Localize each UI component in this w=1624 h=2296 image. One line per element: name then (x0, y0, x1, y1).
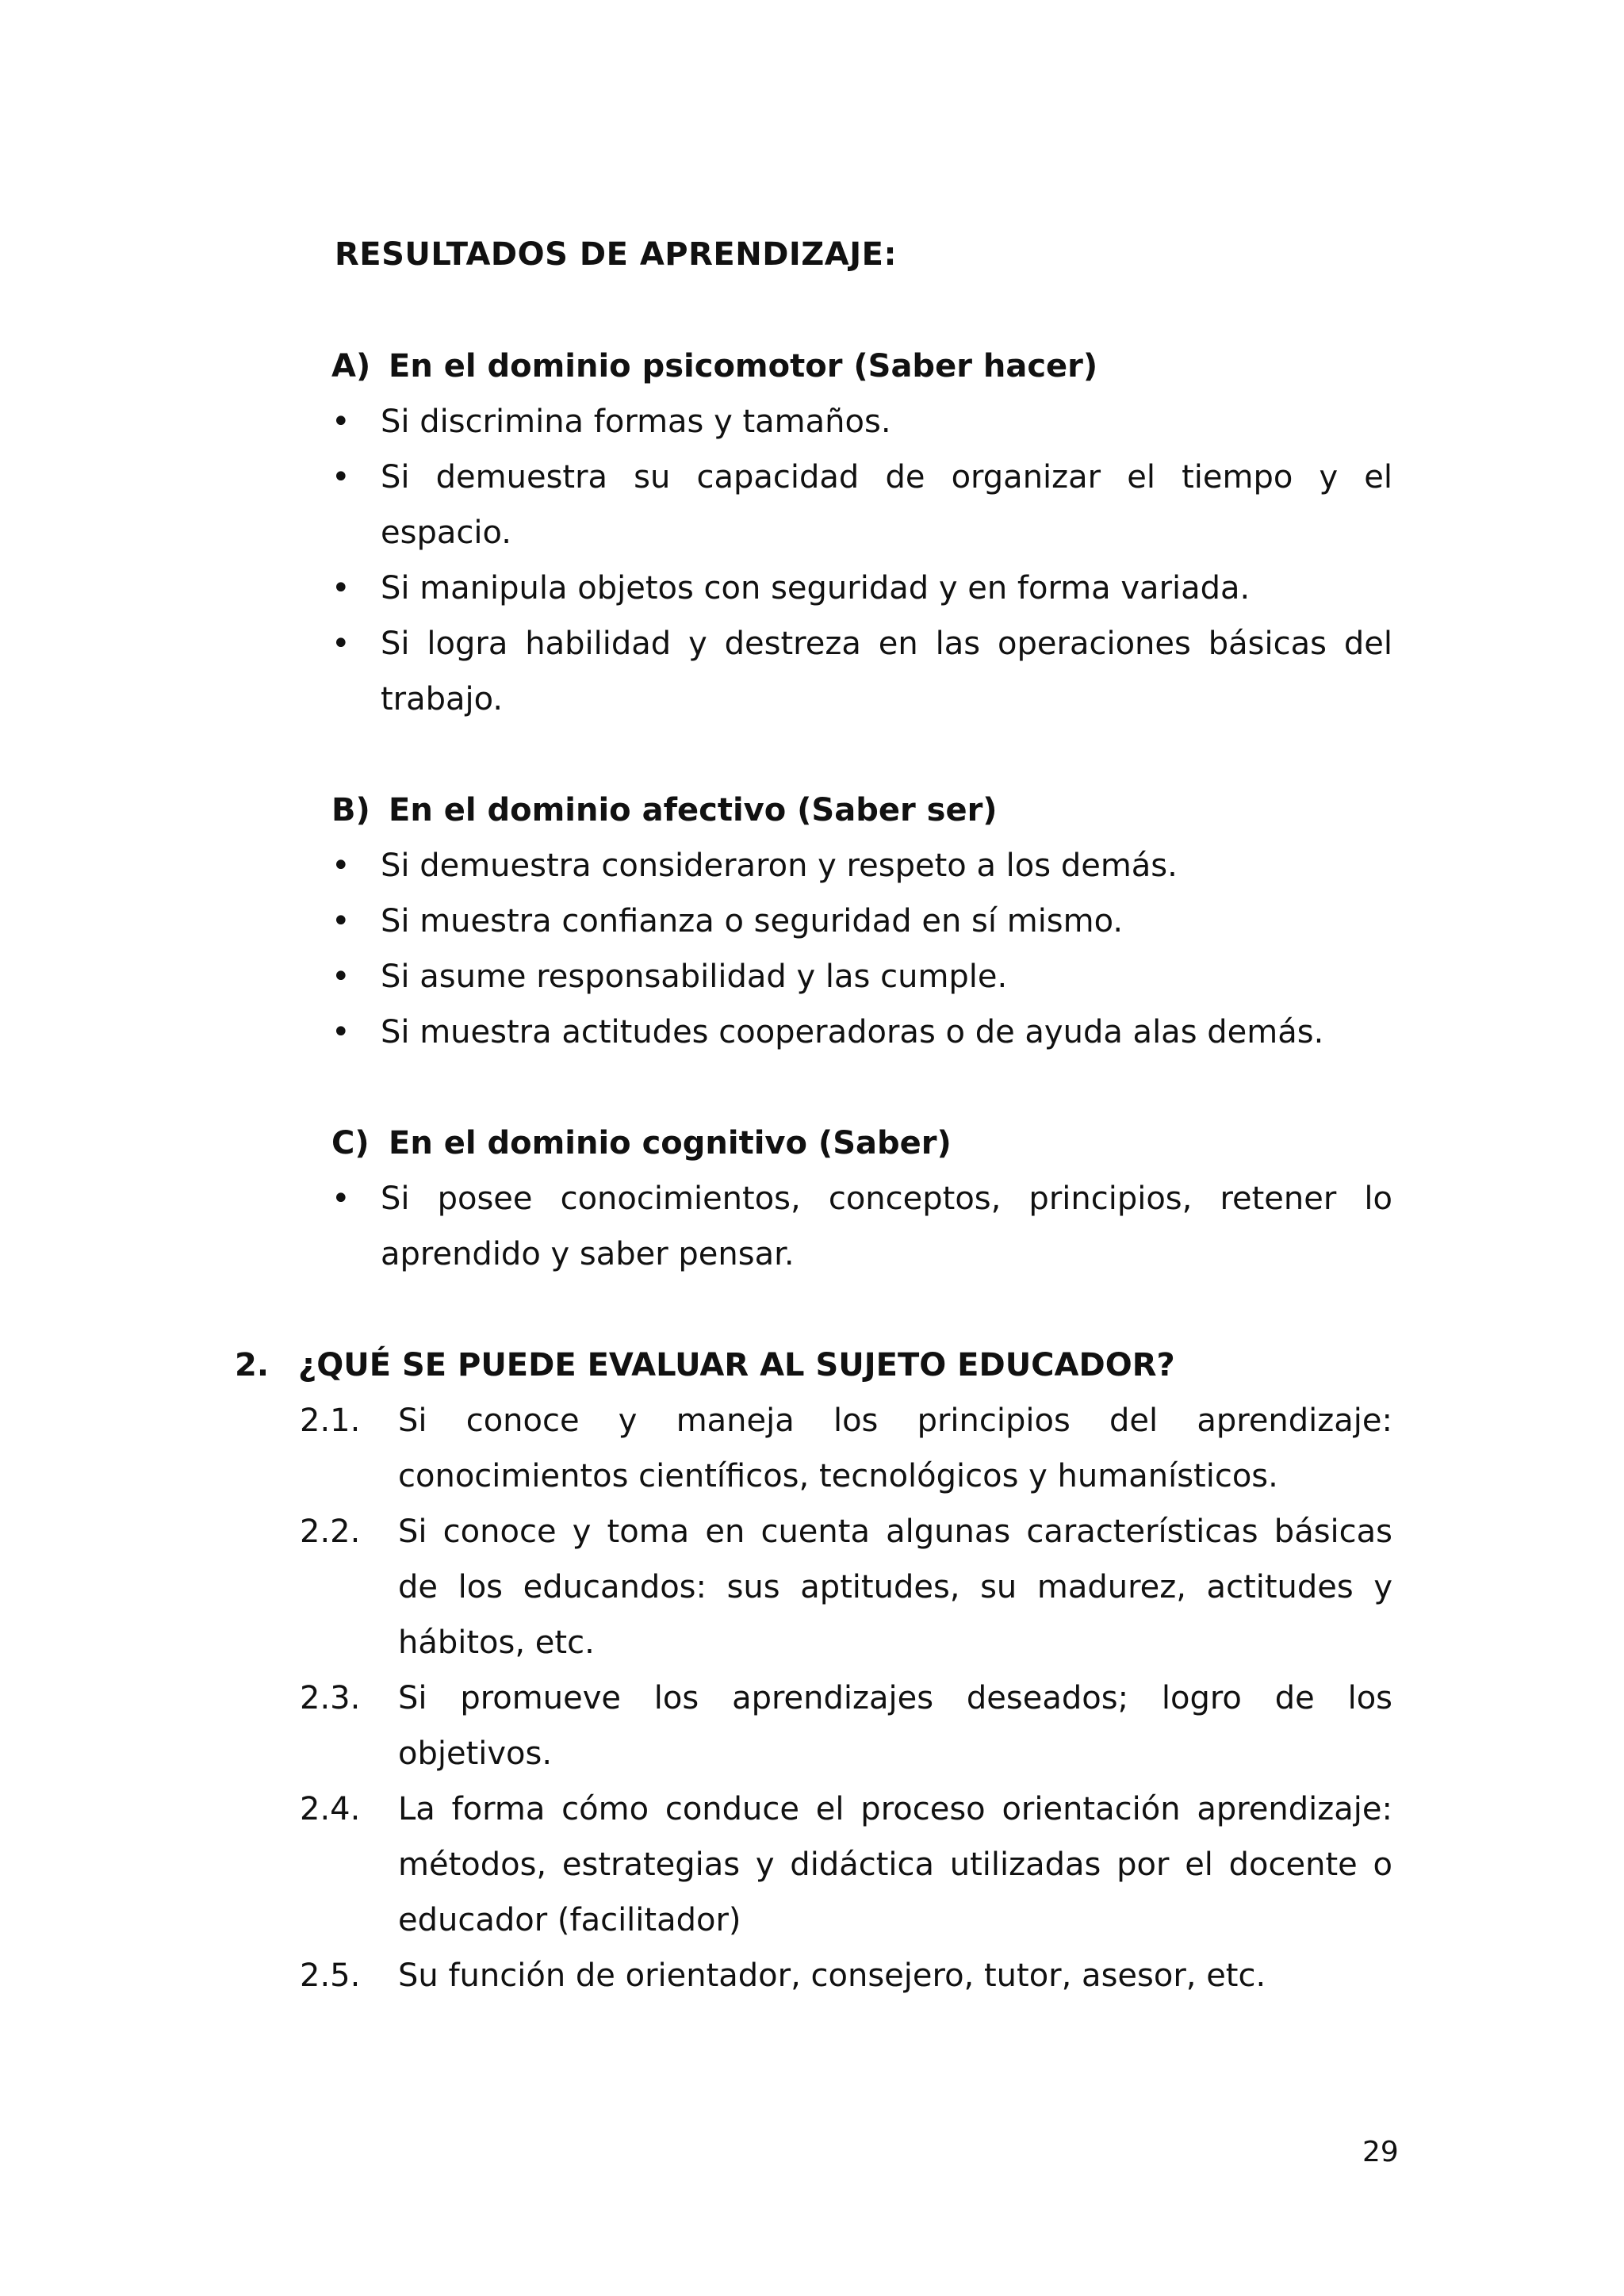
sub-item-number: 2.5. (300, 1957, 361, 1994)
list-item: Si manipula objetos con seguridad y en forma variada. (381, 570, 1251, 607)
sub-item-text: Si promueve los aprendizajes deseados; logro de los (398, 1680, 1392, 1716)
section-a-letter: A) (331, 348, 371, 385)
bullet-icon: • (331, 1181, 350, 1217)
list-item-continuation: aprendido y saber pensar. (381, 1236, 795, 1272)
list-item: Si demuestra su capacidad de organizar el tiempo y el (381, 459, 1392, 496)
list-item: Si logra habilidad y destreza en las operaciones básicas del (381, 626, 1392, 662)
page-heading: RESULTADOS DE APRENDIZAJE: (335, 236, 897, 273)
sub-item-text: Si conoce y maneja los principios del aprendizaje: (398, 1402, 1392, 1439)
sub-item-number: 2.2. (300, 1513, 361, 1550)
section-b-letter: B) (331, 792, 370, 828)
sub-item-number: 2.3. (300, 1680, 361, 1716)
list-item: Si posee conocimientos, conceptos, principios, retener lo (381, 1181, 1392, 1217)
list-item: Si discrimina formas y tamaños. (381, 404, 891, 440)
question-number: 2. (235, 1347, 270, 1383)
bullet-icon: • (331, 848, 350, 884)
question-title: ¿QUÉ SE PUEDE EVALUAR AL SUJETO EDUCADOR? (298, 1347, 1175, 1383)
bullet-icon: • (331, 404, 350, 440)
sub-item-text: objetivos. (398, 1735, 553, 1772)
sub-item-text: La forma cómo conduce el proceso orientación aprendizaje: (398, 1791, 1392, 1827)
sub-item-number: 2.4. (300, 1791, 361, 1827)
section-c-letter: C) (331, 1125, 370, 1161)
list-item-continuation: espacio. (381, 515, 511, 551)
list-item: Si demuestra consideraron y respeto a los demás. (381, 848, 1178, 884)
sub-item-text: conocimientos científicos, tecnológicos y humanísticos. (398, 1458, 1278, 1494)
list-item: Si muestra confianza o seguridad en sí mismo. (381, 903, 1124, 939)
section-b-title: En el dominio afectivo (Saber ser) (389, 792, 998, 828)
bullet-icon: • (331, 959, 350, 995)
bullet-icon: • (331, 626, 350, 662)
sub-item-text: Su función de orientador, consejero, tutor, asesor, etc. (398, 1957, 1266, 1994)
page-number: 29 (1362, 2136, 1399, 2168)
sub-item-text: hábitos, etc. (398, 1624, 595, 1661)
bullet-icon: • (331, 459, 350, 496)
list-item-continuation: trabajo. (381, 681, 504, 718)
list-item: Si asume responsabilidad y las cumple. (381, 959, 1008, 995)
section-a-title: En el dominio psicomotor (Saber hacer) (389, 348, 1098, 385)
sub-item-text: métodos, estrategias y didáctica utilizadas por el docente o (398, 1846, 1392, 1883)
bullet-icon: • (331, 570, 350, 607)
section-c-title: En el dominio cognitivo (Saber) (389, 1125, 952, 1161)
sub-item-text: educador (facilitador) (398, 1902, 741, 1938)
sub-item-text: de los educandos: sus aptitudes, su madurez, actitudes y (398, 1569, 1392, 1605)
list-item: Si muestra actitudes cooperadoras o de ayuda alas demás. (381, 1014, 1324, 1050)
bullet-icon: • (331, 903, 350, 939)
bullet-icon: • (331, 1014, 350, 1050)
sub-item-text: Si conoce y toma en cuenta algunas características básicas (398, 1513, 1392, 1550)
sub-item-number: 2.1. (300, 1402, 361, 1439)
